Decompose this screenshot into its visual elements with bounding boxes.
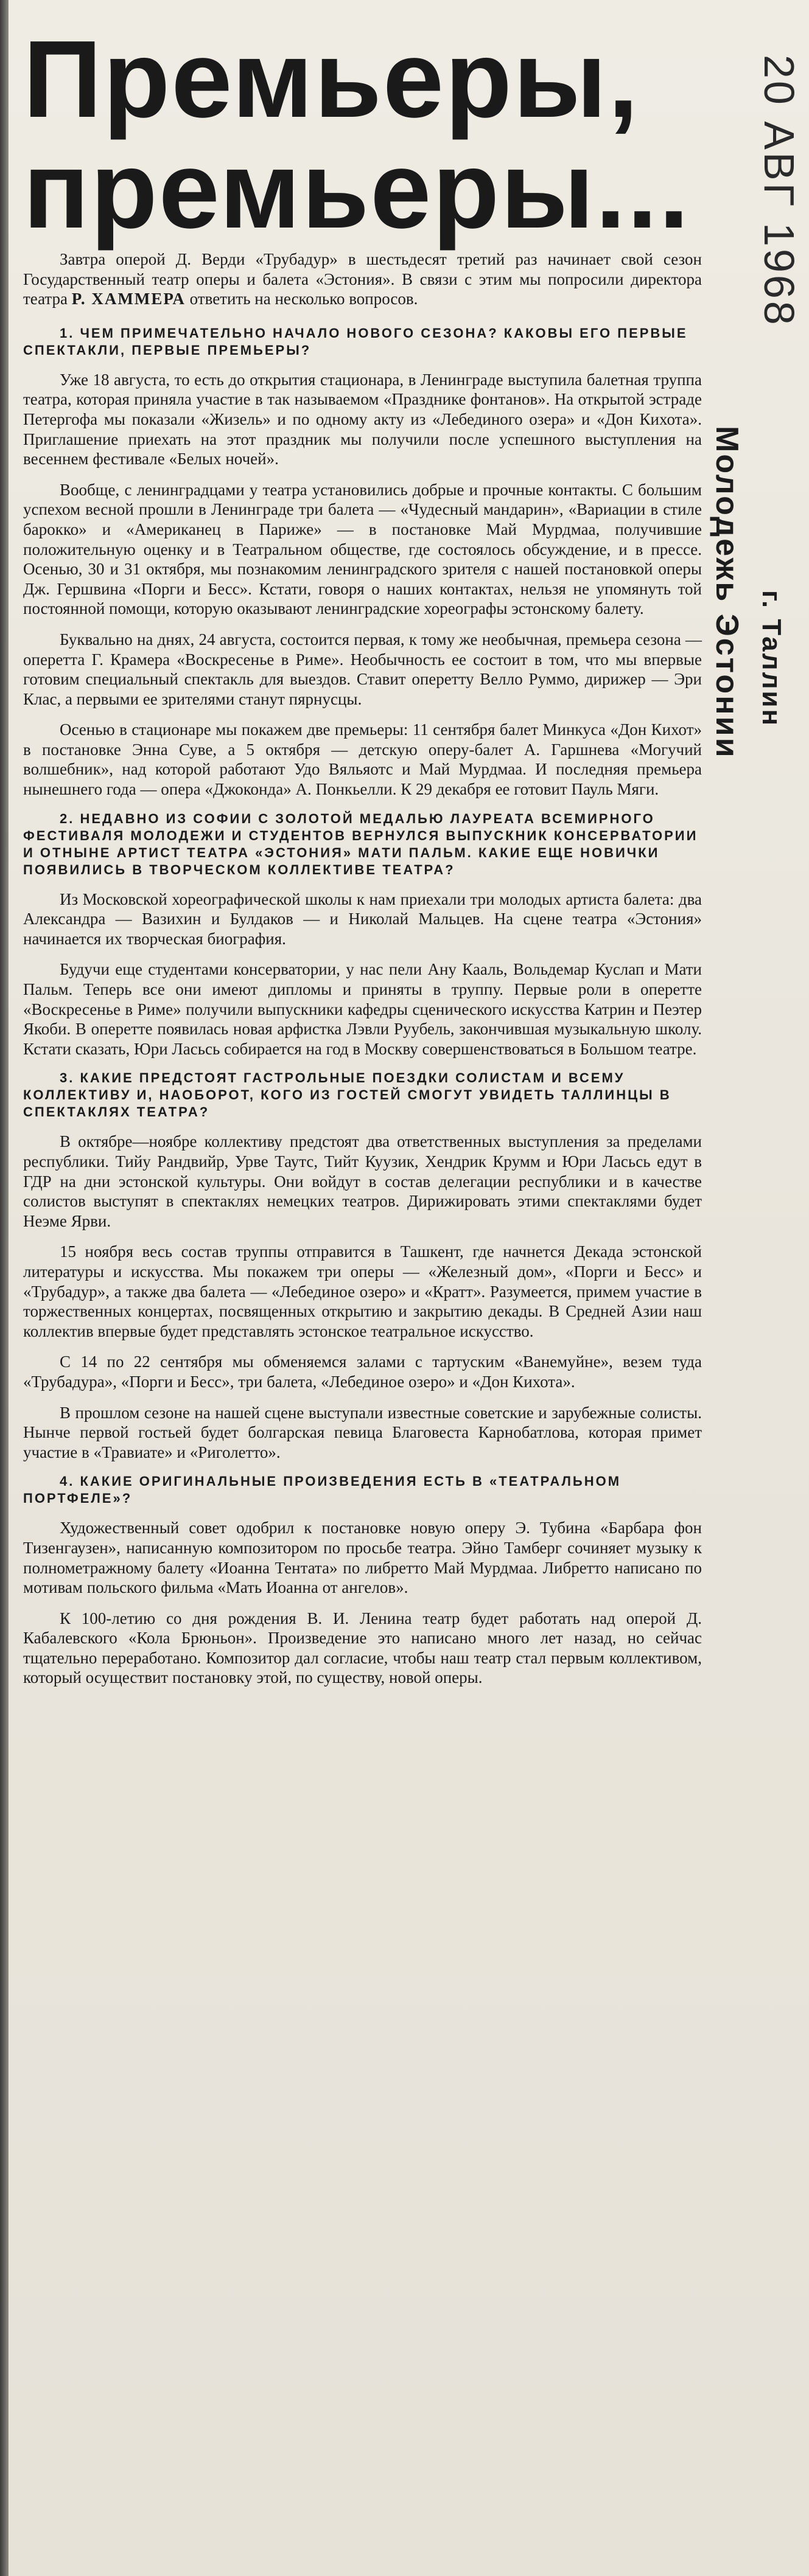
headline — [23, 18, 691, 251]
question-2: 2. НЕДАВНО ИЗ СОФИИ С ЗОЛОТОЙ МЕДАЛЬЮ ЛАУРЕАТА ВСЕМИРНОГО ФЕСТИВАЛЯ МОЛОДЕЖИ И СТУДЕНТОВ ВЕРНУЛСЯ ВЫПУСКНИК КОНСЕРВАТОРИИ И ОТНЫНЕ АРТИСТ ТЕАТРА «ЭСТОНИЯ» МАТИ ПАЛЬМ. КАКИЕ ЕЩЕ НОВИЧКИ ПОЯВИЛИСЬ В ТВОРЧЕСКОМ КОЛЛЕКТИВЕ ТЕАТРА? — [23, 810, 698, 877]
headline-line-2: премьеры... — [23, 129, 691, 251]
date-stamp: 20 АВГ 1968 — [755, 55, 803, 327]
source-newspaper: Молодежь Эстонии — [709, 426, 744, 759]
intro-paragraph — [23, 249, 702, 309]
headline-line-1: Премьеры, — [23, 18, 640, 141]
answer-1-paragraph: Вообще, с ленинградцами у театра установились добрые и прочные контакты. С большим успехом весной прошли в Ленинграде три балета — «Чудесный мандарин», «Вариации в стиле барокко» и «Американец в Париже» — в постановке Май Мурдмаа, получившие положительную оценку и в Театральном обществе, где состоялось обсуждение, и в прессе. Осенью, 30 и 31 октября, мы познакомим ленинградского зрителя с нашей постановкой оперы Дж. Гершвина «Порги и Бесс». Кстати, говоря о наших контактах, нельзя не упомянуть той постоянной помощи, которую оказывают ленинградские хореографы эстонскому балету. — [23, 480, 702, 618]
answer-3-paragraph: В прошлом сезоне на нашей сцене выступали известные советские и зарубежные солисты. Нынче первой гостьей будет болгарская певица Благовеста Карнобатлова, которая примет участие в «Травиате» и «Риголетто». — [23, 1403, 702, 1461]
question-4: 4. КАКИЕ ОРИГИНАЛЬНЫЕ ПРОИЗВЕДЕНИЯ ЕСТЬ В «ТЕАТРАЛЬНОМ ПОРТФЕЛЕ»? — [23, 1474, 622, 1506]
answer-3-paragraph: 15 ноября весь состав труппы отправится в Ташкент, где начнется Декада эстонской литературы и искусства. Мы покажем три оперы — «Железный дом», «Порги и Бесс» и «Трубадур», а также два балета — «Лебединое озеро» и «Кратт». Разумеется, примем участие в торжественных концертах, посвященных открытию и закрытию декады. В Средней Азии наш коллектив впервые будет представлять эстонское театральное искусство. — [23, 1242, 702, 1340]
question-3: 3. КАКИЕ ПРЕДСТОЯТ ГАСТРОЛЬНЫЕ ПОЕЗДКИ СОЛИСТАМ И ВСЕМУ КОЛЛЕКТИВУ И, НАОБОРОТ, КОГО ИЗ ГОСТЕЙ СМОГУТ УВИДЕТЬ ТАЛЛИНЦЫ В СПЕКТАКЛЯХ ТЕАТРА? — [23, 1070, 671, 1120]
source-label — [688, 426, 809, 1156]
article-body — [23, 249, 702, 1699]
answer-4-paragraph: Художественный совет одобрил к постановке новую оперу Э. Тубина «Барбара фон Тизенгаузен», написанную композитором по просьбе театра. Эйно Тамберг сочиняет музыку к полнометражному балету «Иоанна Тентата» по либретто Май Мурдмаа. Либретто написано по мотивам польского фильма «Мать Иоанна от ангелов». — [23, 1519, 702, 1597]
intro-text-after: ответить на несколько вопросов. — [185, 290, 418, 308]
answer-3-paragraph: С 14 по 22 сентября мы обменяемся залами с тартуским «Ванемуйне», везем туда «Трубадура», «Порги и Бесс», три балета, «Лебединое озеро» и «Дон Кихота». — [23, 1352, 702, 1391]
answer-2-paragraph: Из Московской хореографической школы к нам приехали три молодых артиста балета: два Александра — Вазихин и Булдаков — и Николай Мальцев. На сцене театра «Эстония» начинается их творческая биография. — [23, 889, 702, 948]
answer-1-paragraph: Буквально на днях, 24 августа, состоится первая, к тому же необычная, премьера сезона — оперетта Г. Крамера «Воскресенье в Риме». Необычность ее состоит в том, что мы впервые готовим специальный спектакль для выездов. Ставит оперетту Велло Руммо, дирижер — Эри Клас, а первыми ее зрителями станут пярнусцы. — [23, 630, 702, 708]
answer-1-paragraph: Осенью в стационаре мы покажем две премьеры: 11 сентября балет Минкуса «Дон Кихот» в постановке Энна Суве, а 5 октября — детскую оперу-балет А. Гаршнева «Могучий волшебник», над которой работают Удо Вяльяотс и Май Мурдмаа. И последняя премьера нынешнего года — опера «Джоконда» А. Понкьелли. К 29 декабря ее готовит Пауль Мяги. — [23, 720, 702, 799]
answer-4-paragraph: К 100-летию со дня рождения В. И. Ленина театр будет работать над оперой Д. Кабалевского «Кола Брюньон». Произведение это написано много лет назад, но сейчас тщательно переработано. Композитор дал согласие, чтобы наш театр стал первым коллективом, который осуществит постановку этой, по существу, новой оперы. — [23, 1609, 702, 1687]
scan-edge-shadow — [0, 0, 9, 2576]
intro-text-before: Завтра оперой Д. Верди «Трубадур» в шестьдесят третий раз начинает свой сезон Государственный театр оперы и балета «Эстония». В связи с этим мы попросили директора театра — [23, 250, 702, 308]
question-1: 1. ЧЕМ ПРИМЕЧАТЕЛЬНО НАЧАЛО НОВОГО СЕЗОНА? КАКОВЫ ЕГО ПЕРВЫЕ СПЕКТАКЛИ, ПЕРВЫЕ ПРЕМЬЕРЫ? — [23, 325, 688, 358]
director-name: Р. ХАММЕРА — [71, 290, 186, 308]
answer-1-paragraph: Уже 18 августа, то есть до открытия стационара, в Ленинграде выступила балетная труппа театра, которая приняла участие в так называемом «Празднике фонтанов». На открытой эстраде Петергофа мы показали «Жизель» и по одному акту из «Лебединого озера» и «Дон Кихота». Приглашение приехать на этот праздник мы получили после успешного выступления на весеннем фестивале «Белых ночей». — [23, 370, 702, 468]
answer-3-paragraph: В октябре—ноябре коллективу предстоят два ответственных выступления за пределами республики. Тийу Рандвийр, Урве Таутс, Тийт Куузик, Хендрик Крумм и Юри Ласьсь едут в ГДР на дни эстонской культуры. Они войдут в состав делегации республики и в качестве солистов выступят в спектаклях немецких театров. Дирижировать этими спектаклями будет Неэме Ярви. — [23, 1132, 702, 1230]
answer-2-paragraph: Будучи еще студентами консерватории, у нас пели Ану Кааль, Вольдемар Куслап и Мати Пальм. Теперь все они имеют дипломы и приняты в труппу. Первые роли в оперетте «Воскресенье в Риме» получили выпускники кафедры сценического искусства Катрин и Пеэтер Якоби. В оперетте появилась новая арфистка Лэвли Руубель, закончившая музыкальную школу. Кстати сказать, Юри Ласьсь собирается на год в Москву совершенствоваться в Большом театре. — [23, 960, 702, 1058]
source-city: г. Таллин — [757, 590, 786, 728]
